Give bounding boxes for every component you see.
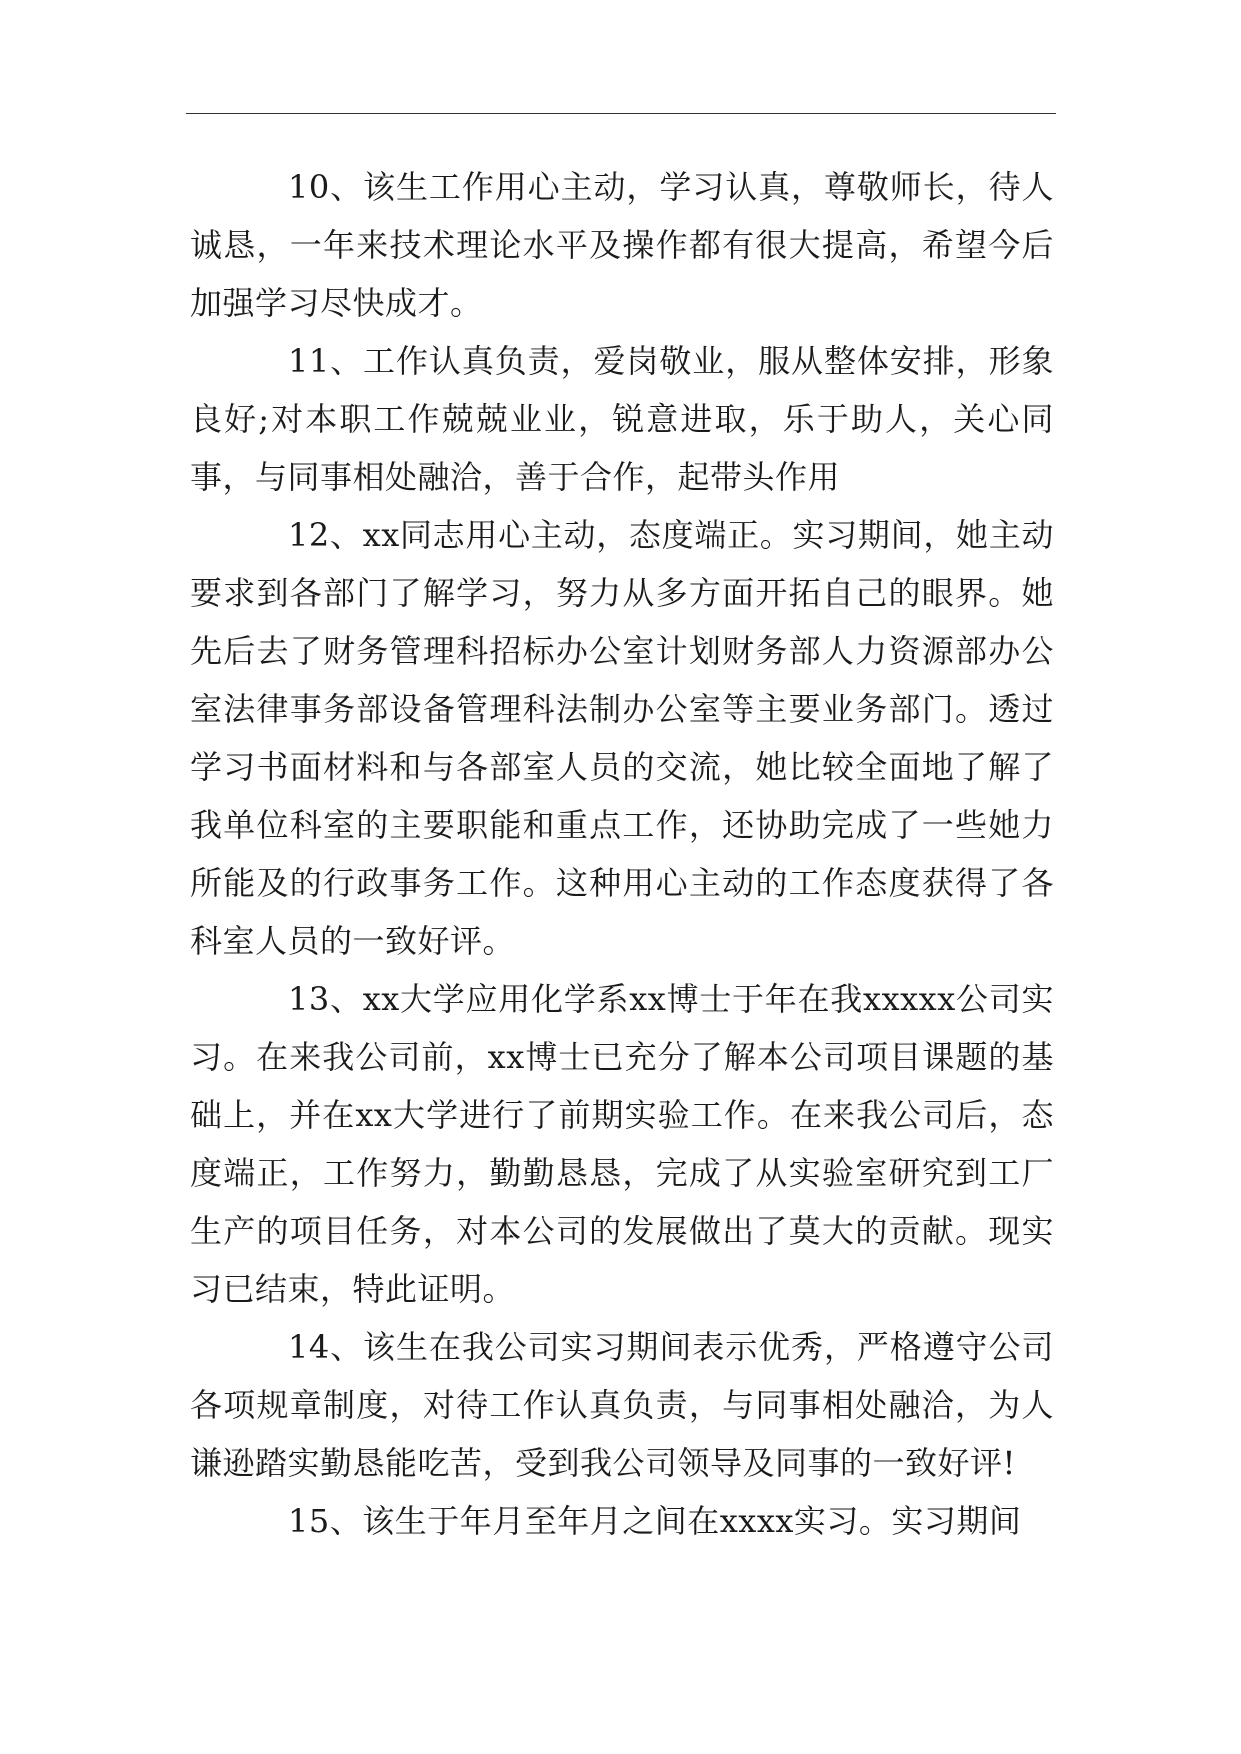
paragraph-14: 14、该生在我公司实习期间表示优秀，严格遵守公司各项规章制度，对待工作认真负责，与同事相处融洽，为人谦逊踏实勤恳能吃苦，受到我公司领导及同事的一致好评! bbox=[190, 1328, 1054, 1482]
header-rule bbox=[186, 113, 1056, 114]
document-body bbox=[190, 158, 1054, 1550]
paragraph-10: 10、该生工作用心主动，学习认真，尊敬师长，待人诚恳，一年来技术理论水平及操作都有很大提高，希望今后加强学习尽快成才。 bbox=[190, 168, 1054, 322]
paragraph-15: 15、该生于年月至年月之间在xxxx实习。实习期间 bbox=[288, 1502, 1022, 1540]
paragraph-13: 13、xx大学应用化学系xx博士于年在我xxxxx公司实习。在来我公司前，xx博士已充分了解本公司项目课题的基础上，并在xx大学进行了前期实验工作。在来我公司后，态度端正，工作努力，勤勤恳恳，完成了从实验室研究到工厂生产的项目任务，对本公司的发展做出了莫大的贡献。现实习已结束，特此证明。 bbox=[190, 980, 1054, 1308]
paragraph-12: 12、xx同志用心主动，态度端正。实习期间，她主动要求到各部门了解学习，努力从多方面开拓自己的眼界。她先后去了财务管理科招标办公室计划财务部人力资源部办公室法律事务部设备管理科法制办公室等主要业务部门。透过学习书面材料和与各部室人员的交流，她比较全面地了解了我单位科室的主要职能和重点工作，还协助完成了一些她力所能及的行政事务工作。这种用心主动的工作态度获得了各科室人员的一致好评。 bbox=[190, 516, 1054, 960]
paragraph-11: 11、工作认真负责，爱岗敬业，服从整体安排，形象良好;对本职工作兢兢业业，锐意进取，乐于助人，关心同事，与同事相处融洽，善于合作，起带头作用 bbox=[190, 342, 1054, 496]
